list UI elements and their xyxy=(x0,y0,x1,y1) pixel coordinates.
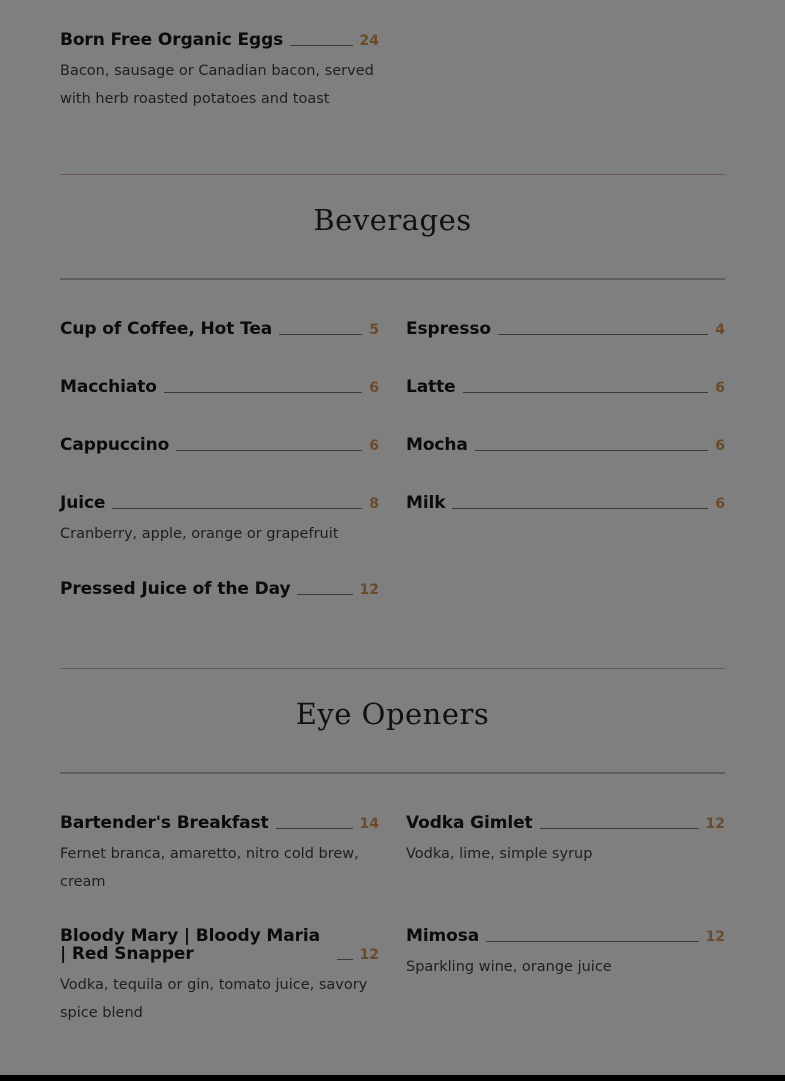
menu-item-price: 8 xyxy=(369,496,379,512)
menu-item-mocha xyxy=(406,436,725,454)
menu-item-price: 12 xyxy=(705,929,725,945)
menu-item-mimosa xyxy=(406,927,725,981)
menu-item-row xyxy=(60,494,379,512)
section-title-eye-openers: Eye Openers xyxy=(295,697,490,731)
menu-item-price: 6 xyxy=(715,380,725,396)
menu-item-price: 12 xyxy=(705,816,725,832)
menu-item-name: Pressed Juice of the Day xyxy=(60,579,291,599)
bottom-edge-bar xyxy=(0,1075,785,1081)
menu-item-price: 6 xyxy=(715,438,725,454)
menu-item-row xyxy=(60,580,379,598)
menu-item-price: 4 xyxy=(715,322,725,338)
menu-item-juice xyxy=(60,494,379,548)
section-divider-top xyxy=(60,174,725,175)
menu-item-name: Latte xyxy=(406,377,456,397)
section-divider-bottom xyxy=(60,772,725,774)
section-title-beverages: Beverages xyxy=(313,203,472,237)
menu-item-row xyxy=(406,320,725,338)
menu-item-description: Bacon, sausage or Canadian bacon, served with herb roasted potatoes and toast xyxy=(60,63,374,107)
menu-item-price: 6 xyxy=(715,496,725,512)
menu-item-born-free-organic-eggs xyxy=(60,31,379,113)
leader-dots xyxy=(486,940,698,942)
menu-item-price: 6 xyxy=(369,438,379,454)
menu-item-name: Espresso xyxy=(406,319,491,339)
leader-dots xyxy=(176,449,362,451)
leader-dots xyxy=(463,391,709,393)
leader-dots xyxy=(164,391,362,393)
menu-item-row xyxy=(60,378,379,396)
menu-item-price: 24 xyxy=(359,33,379,49)
menu-item-espresso xyxy=(406,320,725,338)
menu-item-description: Vodka, tequila or gin, tomato juice, savory spice blend xyxy=(60,977,368,1021)
leader-dots xyxy=(276,827,353,829)
menu-item-name: Born Free Organic Eggs xyxy=(60,30,284,50)
menu-item-row xyxy=(60,814,379,832)
menu-item-price: 12 xyxy=(359,947,379,963)
leader-dots xyxy=(498,333,708,335)
menu-item-price: 14 xyxy=(359,816,379,832)
menu-item-price: 12 xyxy=(359,582,379,598)
menu-item-milk xyxy=(406,494,725,512)
menu-item-description: Cranberry, apple, orange or grapefruit xyxy=(60,526,339,542)
menu-item-price: 5 xyxy=(369,322,379,338)
leader-dots xyxy=(337,958,353,960)
menu-item-row xyxy=(60,320,379,338)
menu-item-coffee-hot-tea xyxy=(60,320,379,338)
menu-item-name: Vodka Gimlet xyxy=(406,813,533,833)
leader-dots xyxy=(290,44,352,46)
menu-item-name: Cappuccino xyxy=(60,435,170,455)
menu-item-name: Mimosa xyxy=(406,926,480,946)
menu-item-pressed-juice xyxy=(60,580,379,598)
menu-item-description: Fernet branca, amaretto, nitro cold brew, cream xyxy=(60,846,359,890)
menu-item-row xyxy=(406,378,725,396)
section-divider-top xyxy=(60,668,725,669)
menu-item-macchiato xyxy=(60,378,379,396)
menu-item-name: Juice xyxy=(60,493,106,513)
menu-item-row xyxy=(60,31,379,49)
menu-item-cappuccino xyxy=(60,436,379,454)
menu-item-name: Macchiato xyxy=(60,377,157,397)
menu-item-name: Bartender's Breakfast xyxy=(60,813,269,833)
menu-item-description: Sparkling wine, orange juice xyxy=(406,959,612,975)
leader-dots xyxy=(297,593,352,595)
menu-item-price: 6 xyxy=(369,380,379,396)
section-divider-bottom xyxy=(60,278,725,280)
menu-item-bartenders-breakfast xyxy=(60,814,379,896)
menu-item-latte xyxy=(406,378,725,396)
menu-item-row xyxy=(406,494,725,512)
menu-item-row xyxy=(406,814,725,832)
menu-item-vodka-gimlet xyxy=(406,814,725,868)
menu-item-bloody-mary xyxy=(60,927,379,1027)
leader-dots xyxy=(452,507,708,509)
leader-dots xyxy=(112,507,362,509)
leader-dots xyxy=(540,827,699,829)
menu-item-row xyxy=(60,436,379,454)
menu-item-name: Milk xyxy=(406,493,446,513)
leader-dots xyxy=(279,333,362,335)
menu-item-description: Vodka, lime, simple syrup xyxy=(406,846,593,862)
menu-item-row xyxy=(406,436,725,454)
menu-item-name: Cup of Coffee, Hot Tea xyxy=(60,319,273,339)
menu-item-name: Mocha xyxy=(406,435,468,455)
menu-item-row xyxy=(406,927,725,945)
leader-dots xyxy=(475,449,709,451)
menu-item-name: Bloody Mary | Bloody Maria | Red Snapper xyxy=(60,926,320,964)
menu-item-row xyxy=(60,927,379,963)
